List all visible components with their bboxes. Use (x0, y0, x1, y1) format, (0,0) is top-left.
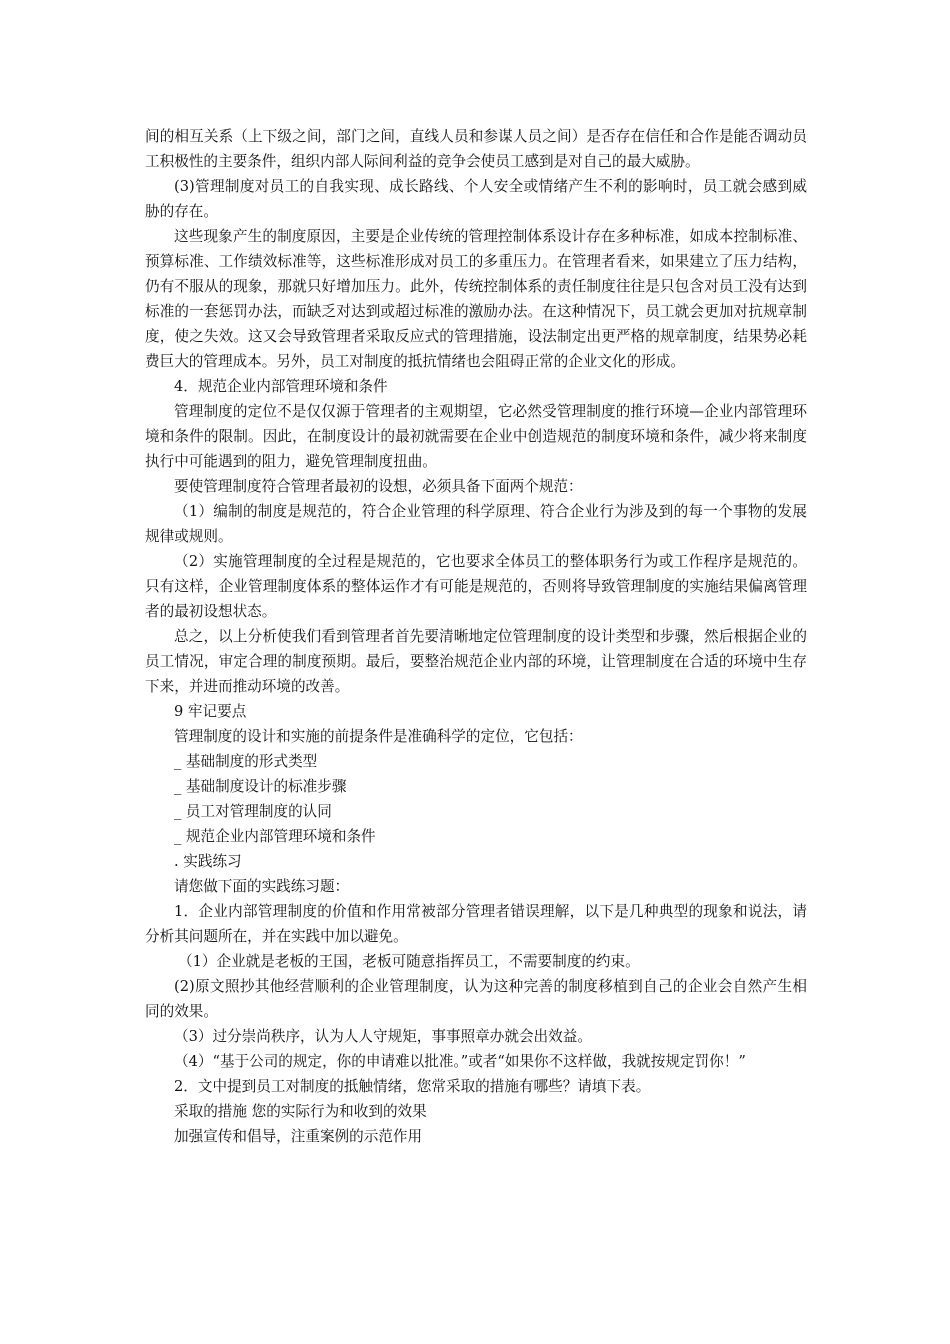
list-item: （4）“基于公司的规定，你的申请难以批准。”或者“如果你不这样做，我就按规定罚你！” (174, 1053, 746, 1070)
paragraph: 管理制度的定位不是仅仅源于管理者的主观期望，它必然受管理制度的推行环境—企业内部管理环境和条件的限制。因此，在制度设计的最初就需要在企业中创造规范的制度环境和条件，减少将来制度执行中可能遇到的阻力，避免管理制度扭曲。 (145, 403, 807, 470)
paragraph: 请您做下面的实践练习题： (174, 878, 350, 895)
list-item: _ 基础制度设计的标准步骤 (174, 778, 347, 795)
paragraph: 1．企业内部管理制度的价值和作用常被部分管理者错误理解，以下是几种典型的现象和说法，请分析其问题所在，并在实践中加以避免。 (145, 903, 807, 945)
list-item: （1）企业就是老板的王国，老板可随意指挥员工，不需要制度的约束。 (178, 953, 640, 970)
section-heading: 9 牢记要点 (174, 703, 247, 720)
document-page (145, 124, 807, 1149)
list-item: _ 员工对管理制度的认同 (174, 803, 332, 820)
list-item: （1）编制的制度是规范的，符合企业管理的科学原理、符合企业行为涉及到的每一个事物的发展规律或规则。 (145, 503, 807, 545)
table-header-row: 采取的措施 您的实际行为和收到的效果 (174, 1103, 427, 1120)
paragraph: 2．文中提到员工对制度的抵触情绪，您常采取的措施有哪些？请填下表。 (174, 1078, 651, 1095)
paragraph: 管理制度的设计和实施的前提条件是准确科学的定位，它包括： (174, 728, 583, 745)
paragraph: 间的相互关系（上下级之间，部门之间，直线人员和参谋人员之间）是否存在信任和合作是能否调动员工积极性的主要条件，组织内部人际间利益的竞争会使员工感到是对自己的最大威胁。 (145, 128, 807, 170)
list-item: _ 规范企业内部管理环境和条件 (174, 828, 376, 845)
list-item: （3）过分崇尚秩序，认为人人守规矩，事事照章办就会出效益。 (174, 1028, 592, 1045)
table-row: 加强宣传和倡导，注重案例的示范作用 (174, 1128, 423, 1145)
list-item: (2)原文照抄其他经营顺利的企业管理制度，认为这种完善的制度移植到自己的企业会自然产生相同的效果。 (145, 978, 807, 1020)
list-item: _ 基础制度的形式类型 (174, 753, 318, 770)
paragraph: 这些现象产生的制度原因，主要是企业传统的管理控制体系设计存在多种标准，如成本控制标准、预算标准、工作绩效标准等，这些标准形成对员工的多重压力。在管理者看来，如果建立了压力结构，仍有不服从的现象，那就只好增加压力。此外，传统控制体系的责任制度往往是只包含对员工没有达到标准的一套惩罚办法，而缺乏对达到或超过标准的激励办法。在这种情况下，员工就会更加对抗规章制度，使之失效。这又会导致管理者采取反应式的管理措施，设法制定出更严格的规章制度，结果势必耗费巨大的管理成本。另外，员工对制度的抵抗情绪也会阻碍正常的企业文化的形成。 (145, 228, 807, 370)
section-heading: 4．规范企业内部管理环境和条件 (174, 378, 388, 395)
paragraph: 总之，以上分析使我们看到管理者首先要清晰地定位管理制度的设计类型和步骤，然后根据企业的员工情况，审定合理的制度预期。最后，要整治规范企业内部的环境，让管理制度在合适的环境中生存下来，并进而推动环境的改善。 (145, 628, 807, 695)
list-item: （2）实施管理制度的全过程是规范的，它也要求全体员工的整体职务行为或工作程序是规范的。只有这样，企业管理制度体系的整体运作才有可能是规范的，否则将导致管理制度的实施结果偏离管理者的最初设想状态。 (145, 553, 807, 620)
paragraph: (3)管理制度对员工的自我实现、成长路线、个人安全或情绪产生不利的影响时，员工就会感到威胁的存在。 (145, 178, 807, 220)
section-heading: . 实践练习 (174, 853, 242, 870)
paragraph: 要使管理制度符合管理者最初的设想，必须具备下面两个规范： (174, 478, 583, 495)
